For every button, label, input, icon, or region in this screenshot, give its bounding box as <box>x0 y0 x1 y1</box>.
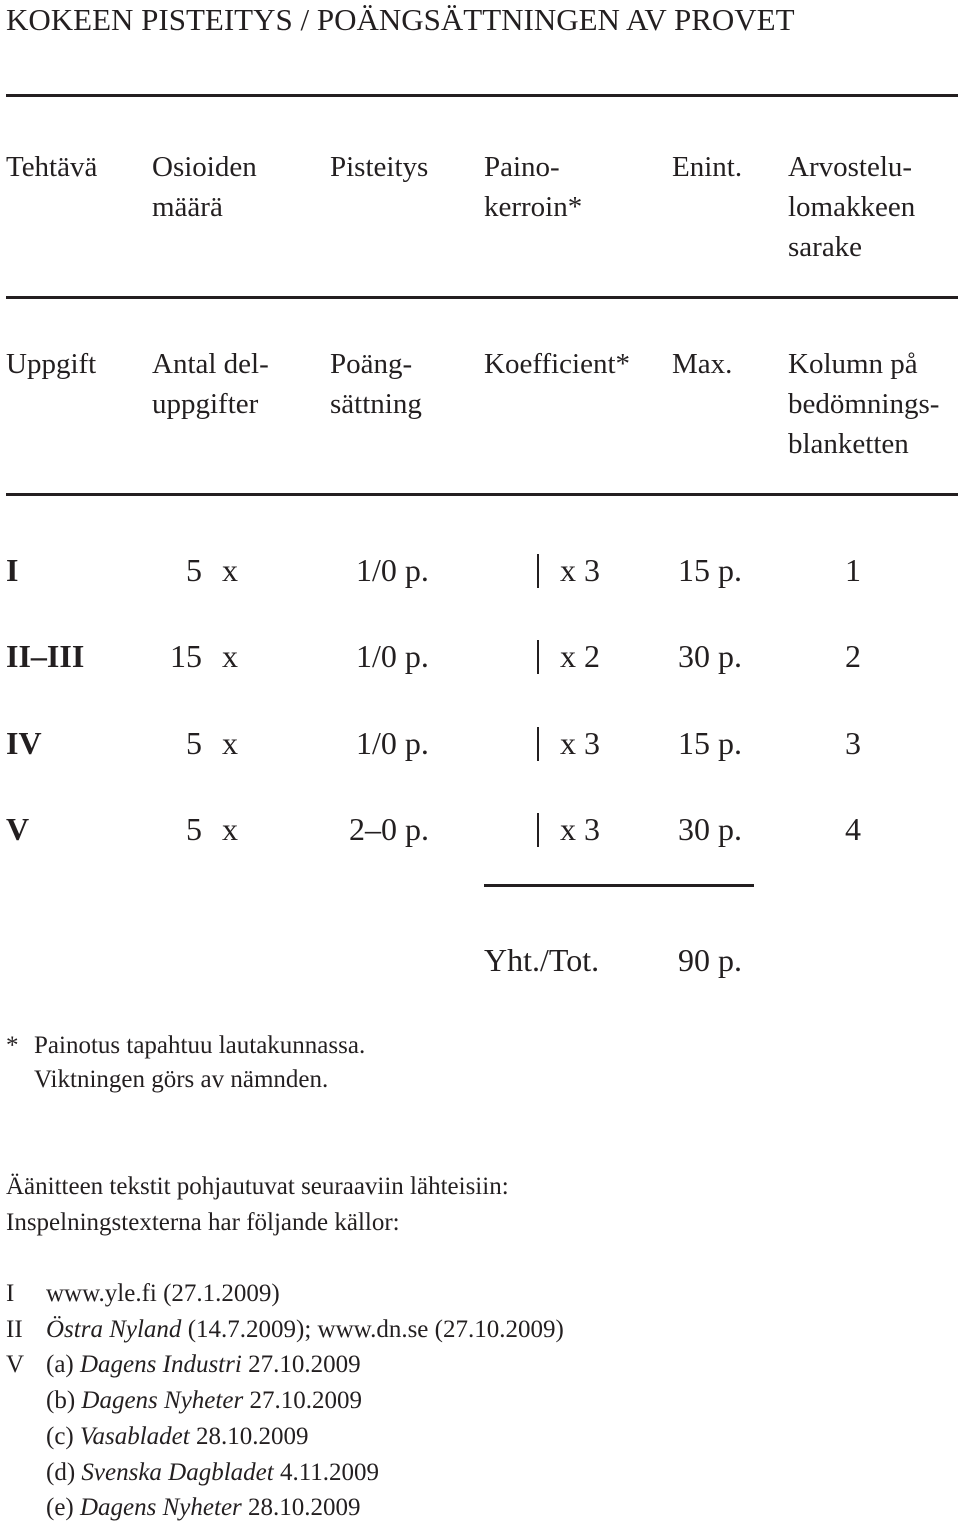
form-column: 2 <box>845 638 861 674</box>
scoring-value: 2–0 p. <box>349 811 429 847</box>
header-enint: Enint. <box>672 151 743 183</box>
source-entry: (e) Dagens Nyheter 28.10.2009 <box>46 1494 361 1521</box>
source-entry: (b) Dagens Nyheter 27.10.2009 <box>46 1387 362 1414</box>
task-number: V <box>6 811 30 847</box>
form-column: 3 <box>845 725 861 761</box>
divider <box>6 493 958 496</box>
source-entry <box>46 1317 564 1342</box>
sources-intro-fi: Äänitteen tekstit pohjautuvat seuraaviin lähteisiin: <box>6 1173 509 1200</box>
column-separator <box>537 727 539 761</box>
max-points: 15 p. <box>678 552 742 588</box>
source-title: Dagens Nyheter <box>80 1494 242 1521</box>
divider <box>6 94 958 97</box>
max-points: 30 p. <box>678 638 742 674</box>
header-pisteitys: Pisteitys <box>330 151 429 183</box>
header-arvostelulomakkeen-sarake: Arvostelu- lomakkeen sarake <box>788 151 916 263</box>
header-antal-deluppgifter: Antal del- uppgifter <box>152 348 269 420</box>
sources-intro-sv: Inspelningstexterna har följande källor: <box>6 1209 400 1236</box>
source-entry: (c) Vasabladet 28.10.2009 <box>46 1423 309 1450</box>
subtask-count: 5 <box>186 725 202 761</box>
source-entry: (d) Svenska Dagbladet 4.11.2009 <box>46 1459 380 1486</box>
task-number: IV <box>6 725 42 761</box>
task-number: II–III <box>6 638 85 674</box>
max-points: 15 p. <box>678 725 742 761</box>
scoring-value: 1/0 p. <box>356 552 429 588</box>
total-divider <box>484 884 754 887</box>
task-number: I <box>6 552 19 588</box>
source-title: Dagens Nyheter <box>81 1387 244 1414</box>
divider <box>6 296 958 299</box>
scoring-value: 1/0 p. <box>356 725 429 761</box>
subtask-count: 15 <box>170 638 202 674</box>
column-separator <box>537 813 539 847</box>
coefficient-value: x 2 <box>560 638 600 674</box>
header-poangsattning: Poäng- sättning <box>330 348 422 420</box>
coefficient-value: x 3 <box>560 811 600 847</box>
total-value: 90 p. <box>678 942 742 978</box>
form-column: 1 <box>845 552 861 588</box>
total-label: Yht./Tot. <box>484 942 600 978</box>
footnote-text-sv: Viktningen görs av nämnden. <box>34 1066 329 1093</box>
form-column: 4 <box>845 811 861 847</box>
header-kolumn-pa-bedomningsblanketten: Kolumn på bedömnings- blanketten <box>788 348 940 460</box>
source-title: Östra Nyland <box>46 1316 182 1343</box>
column-separator <box>537 640 539 674</box>
source-entry: www.yle.fi (27.1.2009) <box>46 1280 280 1307</box>
header-uppgift: Uppgift <box>6 348 97 380</box>
multiply-sign: x <box>222 811 238 847</box>
header-tehtava: Tehtävä <box>6 151 98 183</box>
source-details: (14.7.2009); www.dn.se (27.10.2009) <box>181 1316 564 1343</box>
multiply-sign: x <box>222 552 238 588</box>
source-title: Vasabladet <box>80 1423 190 1450</box>
column-separator <box>537 554 539 588</box>
source-title: Svenska Dagbladet <box>81 1459 274 1486</box>
subtask-count: 5 <box>186 552 202 588</box>
multiply-sign: x <box>222 725 238 761</box>
scoring-value: 1/0 p. <box>356 638 429 674</box>
source-label: II <box>6 1316 23 1343</box>
header-osioiden-maara: Osioiden määrä <box>152 151 257 223</box>
subtask-count: 5 <box>186 811 202 847</box>
max-points: 30 p. <box>678 811 742 847</box>
source-title: Dagens Industri <box>80 1351 242 1378</box>
header-max: Max. <box>672 348 733 380</box>
multiply-sign: x <box>222 638 238 674</box>
header-painokerroin: Paino- kerroin* <box>484 151 583 223</box>
source-label: I <box>6 1280 15 1307</box>
header-koefficient: Koefficient* <box>484 348 631 380</box>
source-entry: (a) Dagens Industri 27.10.2009 <box>46 1351 361 1378</box>
source-label: V <box>6 1351 25 1378</box>
coefficient-value: x 3 <box>560 725 600 761</box>
footnote-mark: * <box>6 1032 19 1059</box>
footnote-text-fi: Painotus tapahtuu lautakunnassa. <box>34 1032 366 1059</box>
page-title: KOKEEN PISTEITYS / POÄNGSÄTTNINGEN AV PROVET <box>6 2 795 37</box>
coefficient-value: x 3 <box>560 552 600 588</box>
